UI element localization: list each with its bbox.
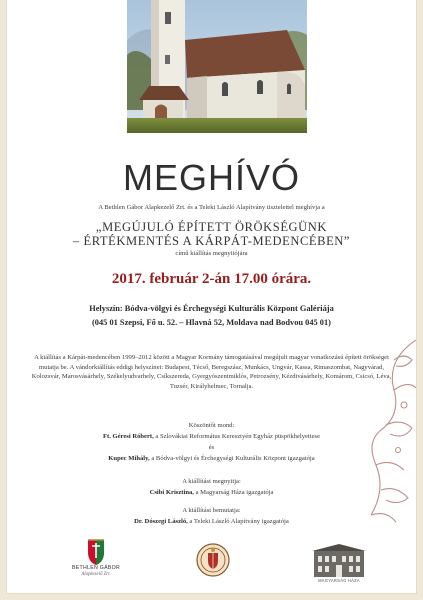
exhibition-title-line-1: „MEGÚJULÓ ÉPÍTETT ÖRÖKSÉGÜNK: [95, 220, 328, 234]
presenting-name: Dr. Dószegi László,: [134, 518, 188, 525]
greeting-speaker-1: [7, 432, 416, 441]
event-date: 2017. február 2-án 17.00 órára.: [111, 271, 312, 287]
greeting-speaker-2: [7, 454, 416, 463]
greeting-and: és: [208, 444, 215, 451]
opening-name: Csibi Krisztina,: [149, 489, 194, 496]
exhibition-description: A kiállítás a Kárpát-medencében 1999–2012 között a Magyar Kormány támogatásával megújult magyar vonatkozású épített örökséget mutatja be. A vándorkiállítás eddigi helyszínei: Budapest, Técső, Beregszász, Munkács, Ungvár, Kassa, Rimaszombat, Nagyvárad, Kolozsvár, Marosvásárhely, Székelyudvarhely, Csíkszereda, Gyergyószentmiklós, Petrozsény, Kézdivásárhely, Komárom, Csicsó, Léva, Tuzsér, Királyhelmec, Tornalja.: [31, 354, 392, 391]
page-title: MEGHÍVÓ: [122, 157, 300, 198]
greeting-1-name: Ft. Géresi Róbert,: [102, 433, 154, 440]
exhibition-subtitle: című kiállítás megnyitójára: [175, 250, 248, 257]
invite-line: A Bethlen Gábor Alapkezelő Zrt. és a Teleki László Alapítvány tisztelettel meghívja a: [98, 204, 325, 211]
presenting-label: A kiállítást bemutatja:: [182, 507, 241, 514]
bethlen-gabor-sub: Alapkezelő Zrt.: [81, 572, 111, 577]
magyarsag-haza-name: MAGYARSÁG HÁZA: [318, 578, 360, 583]
church-photo: [127, 0, 307, 133]
greeting-2-name: Kupec Mihály,: [108, 455, 150, 462]
opening-speaker: [7, 488, 416, 497]
bethlen-gabor-logo: [75, 538, 117, 586]
greeting-1-role: a Szlovákiai Református Keresztyén Egyház püspökhelyettese: [153, 433, 321, 440]
exhibition-title-line-2: – ÉRTÉKMENTÉS A KÁRPÁT-MEDENCÉBEN”: [72, 234, 351, 248]
location-line-1: Helyszín: Bódva-völgyi és Érchegységi Kulturális Központ Galériája: [89, 304, 334, 313]
opening-role: a Magyarság Háza igazgatója: [193, 489, 274, 496]
invitation-card: [7, 0, 416, 593]
teleki-seal-logo: [196, 541, 230, 579]
presenting-speaker: [7, 517, 416, 526]
location-line-2: (045 01 Szepsi, Fő u. 52. – Hlavná 52, Moldava nad Bodvou 045 01): [92, 318, 331, 327]
opening-label: A kiállítást megnyitja:: [182, 478, 241, 485]
presenting-role: a Teleki László Alapítvány igazgatója: [187, 518, 289, 525]
bethlen-gabor-name: BETHLEN GÁBOR: [71, 565, 120, 571]
greeting-2-role: a Bódva-völgyi és Érchegységi Kulturális Központ igazgatója: [149, 455, 315, 462]
magyarsag-haza-logo: [312, 543, 366, 583]
greeting-label: Köszöntőt mond:: [188, 422, 235, 429]
